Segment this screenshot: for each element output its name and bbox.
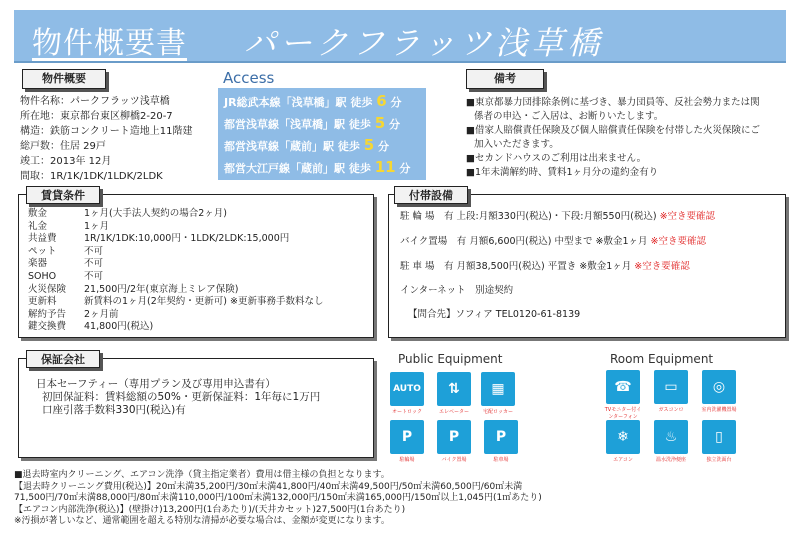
terms-key: SOHO	[28, 270, 57, 282]
terms-value: 1ヶ月(大手法人契約の場合2ヶ月)	[84, 208, 228, 219]
facility-text: 駐 車 場 有 月額38,500円(税込) 平置き ※敷金1ヶ月	[400, 261, 632, 272]
icon-caption: 独立洗面台	[706, 457, 732, 463]
terms-row	[28, 309, 323, 322]
guarantee-section	[36, 378, 320, 417]
terms-row	[28, 258, 323, 271]
notes-line: ■東京都暴力団排除条例に基づき、暴力団員等、反社会勢力または関	[466, 97, 760, 108]
facility-note: ※空き要確認	[634, 261, 690, 272]
notes-line: 加入いただきます。	[474, 139, 559, 150]
washlet-icon: ♨	[654, 420, 688, 454]
icon-caption: 温水洗浄便座	[655, 457, 686, 463]
terms-row	[28, 233, 323, 246]
bicycle-parking-icon: P	[390, 420, 424, 454]
terms-value: 41,800円(税込)	[84, 321, 154, 333]
access-minutes: 6	[376, 92, 387, 110]
icon-caption: オートロック	[392, 409, 422, 415]
icon-caption: ガスコンロ	[658, 407, 684, 413]
notes-line: ■1年未満解約時、賃料1ヶ月分の違約金有り	[466, 167, 659, 178]
notes-label: 備考	[466, 69, 544, 89]
access-line	[224, 136, 389, 154]
access-line	[224, 92, 402, 110]
terms-row	[28, 271, 323, 284]
terms-row	[28, 246, 323, 259]
access-minutes: 11	[374, 158, 396, 176]
footer-notes	[14, 470, 542, 528]
vanity-icon: ▯	[702, 420, 736, 454]
washer-icon: ◎	[702, 370, 736, 404]
facility-row	[400, 208, 715, 222]
terms-row	[28, 221, 323, 234]
terms-value: 不可	[84, 270, 104, 282]
footer-line: 71,500円/70㎡未満88,000円/80㎡未満110,000円/100㎡未満132,000円/150㎡未満165,000円/150㎡以上1,045円(1㎡あたり)	[14, 493, 542, 503]
overview-label: 物件概要	[22, 69, 106, 89]
icon-caption: 駐車場	[493, 457, 509, 463]
icon-caption: エレベーター	[438, 409, 469, 415]
notes-section	[466, 96, 791, 180]
terms-key: ペット	[28, 245, 57, 257]
terms-row	[28, 296, 323, 309]
overview-line: 所在地：東京都台東区柳橋2-20-7	[20, 111, 173, 122]
property-name: パークフラッツ浅草橋	[244, 24, 604, 62]
terms-key: 鍵交換費	[28, 321, 67, 333]
icon-caption: 駐輪場	[399, 457, 415, 463]
terms-key: 礼金	[28, 220, 48, 232]
gas-stove-icon: ▭	[654, 370, 688, 404]
terms-value: 不可	[84, 258, 104, 270]
footer-line: 【退去時クリーニング費用(税込)】20㎡未満35,200円/30㎡未満41,800円/40㎡未満49,500円/50㎡未満60,500円/60㎡未満	[14, 481, 523, 492]
terms-section	[28, 208, 323, 334]
autolock-icon: AUTO	[390, 372, 424, 406]
access-unit: 分	[377, 140, 389, 153]
notes-line: 係者の申込・ご入居は、お断りいたします。	[474, 111, 664, 122]
aircon-icon: ❄	[606, 420, 640, 454]
terms-value: 1ヶ月	[84, 220, 110, 232]
guarantee-line: 初回保証料：賃料総額の50%・更新保証料：1年毎に1万円	[42, 391, 321, 403]
terms-value: 2ヶ月前	[84, 308, 119, 320]
access-text: 都営浅草線「浅草橋」駅 徒歩	[224, 118, 371, 131]
terms-value: 新賃料の1ヶ月(2年契約・更新可) ※更新事務手数料なし	[84, 296, 324, 308]
overview-line: 構造：鉄筋コンクリート造地上11階建	[20, 126, 193, 137]
footer-line: ※汚損が著しいなど、通常範囲を超える特別な清掃が必要な場合は、金額が変更になります。	[14, 516, 390, 526]
access-text: 都営大江戸線「蔵前」駅 徒歩	[224, 162, 371, 175]
terms-value: 不可	[84, 245, 104, 257]
access-unit: 分	[388, 118, 400, 131]
terms-row	[28, 321, 323, 334]
overview-line: 竣工：2013年 12月	[20, 156, 112, 167]
facility-text: インターネット 別途契約	[400, 285, 514, 296]
overview-line: 間取：1R/1K/1DK/1LDK/2LDK	[20, 171, 163, 182]
notes-line: ■借家人賠償責任保険及び個人賠償責任保険を付帯した火災保険にご	[466, 125, 760, 136]
terms-key: 楽器	[28, 258, 48, 270]
access-minutes: 5	[374, 114, 386, 132]
motorcycle-parking-icon: P	[437, 420, 471, 454]
header-banner	[14, 10, 786, 63]
facilities-label: 付帯設備	[394, 186, 468, 204]
icon-caption: TVモニター付インターフォン	[604, 407, 642, 420]
terms-value: 21,500円/2年(東京海上ミレア保険)	[84, 283, 239, 295]
facility-row	[400, 258, 690, 272]
facility-row	[400, 282, 513, 296]
overview-line: 物件名称：パークフラッツ浅草橋	[20, 96, 170, 107]
terms-key: 火災保険	[28, 283, 67, 295]
facility-note: ※空き要確認	[659, 211, 716, 222]
car-parking-icon: P	[484, 420, 518, 454]
facility-note: ※空き要確認	[650, 236, 706, 247]
delivery-locker-icon: ▦	[481, 372, 515, 406]
terms-label: 賃貸条件	[26, 186, 100, 204]
access-line	[224, 114, 400, 132]
access-box	[218, 88, 426, 180]
access-minutes: 5	[363, 136, 375, 154]
icon-caption: バイク置場	[441, 457, 467, 463]
doc-title: 物件概要書	[32, 26, 187, 61]
terms-row	[28, 284, 323, 297]
access-title: Access	[223, 69, 275, 87]
overview-line: 総戸数：住居 29戸	[20, 141, 106, 152]
notes-line: ■セカンドハウスのご利用は出来ません。	[466, 153, 647, 164]
icon-caption: 宅配ロッカー	[483, 409, 513, 415]
icon-caption: エアコン	[613, 457, 633, 463]
elevator-icon: ⇅	[437, 372, 471, 406]
terms-row	[28, 208, 323, 221]
terms-key: 更新料	[28, 296, 57, 308]
access-unit: 分	[390, 96, 402, 109]
facility-row	[408, 306, 580, 320]
facility-row	[400, 233, 706, 247]
facility-text: バイク置場 有 月額6,600円(税込) 中型まで ※敷金1ヶ月	[400, 236, 648, 247]
icon-caption: 室内洗濯機置場	[701, 407, 737, 413]
footer-line: ■退去時室内クリーニング、エアコン洗浄（貸主指定業者）費用は借主様の負担となります。	[14, 470, 390, 480]
guarantee-line: 日本セーフティー（専用プラン及び専用申込書有）	[36, 378, 276, 390]
guarantee-label: 保証会社	[26, 350, 100, 368]
terms-key: 共益費	[28, 233, 57, 245]
terms-key: 解約予告	[28, 308, 67, 320]
footer-line: 【エアコン内部洗浄(税込)】(壁掛け)13,200円(1台あたり)/(天井カセット)27,500円(1台あたり)	[14, 504, 406, 515]
terms-key: 敷金	[28, 208, 48, 219]
access-text: 都営浅草線「蔵前」駅 徒歩	[224, 140, 360, 153]
overview-section	[20, 94, 193, 184]
guarantee-line: 口座引落手数料330円(税込)有	[42, 404, 186, 416]
access-line	[224, 158, 410, 176]
facility-text: 【問合先】ソフィア TEL0120-61-8139	[408, 309, 581, 320]
intercom-icon: ☎	[606, 370, 640, 404]
facility-text: 駐 輪 場 有 上段:月額330円(税込)・下段:月額550円(税込)	[400, 211, 657, 222]
access-unit: 分	[399, 162, 411, 175]
public-equipment-title: Public Equipment	[398, 352, 503, 366]
access-text: JR総武本線「浅草橋」駅 徒歩	[224, 96, 373, 109]
terms-value: 1R/1K/1DK:10,000円・1LDK/2LDK:15,000円	[84, 233, 290, 245]
room-equipment-title: Room Equipment	[610, 352, 714, 366]
